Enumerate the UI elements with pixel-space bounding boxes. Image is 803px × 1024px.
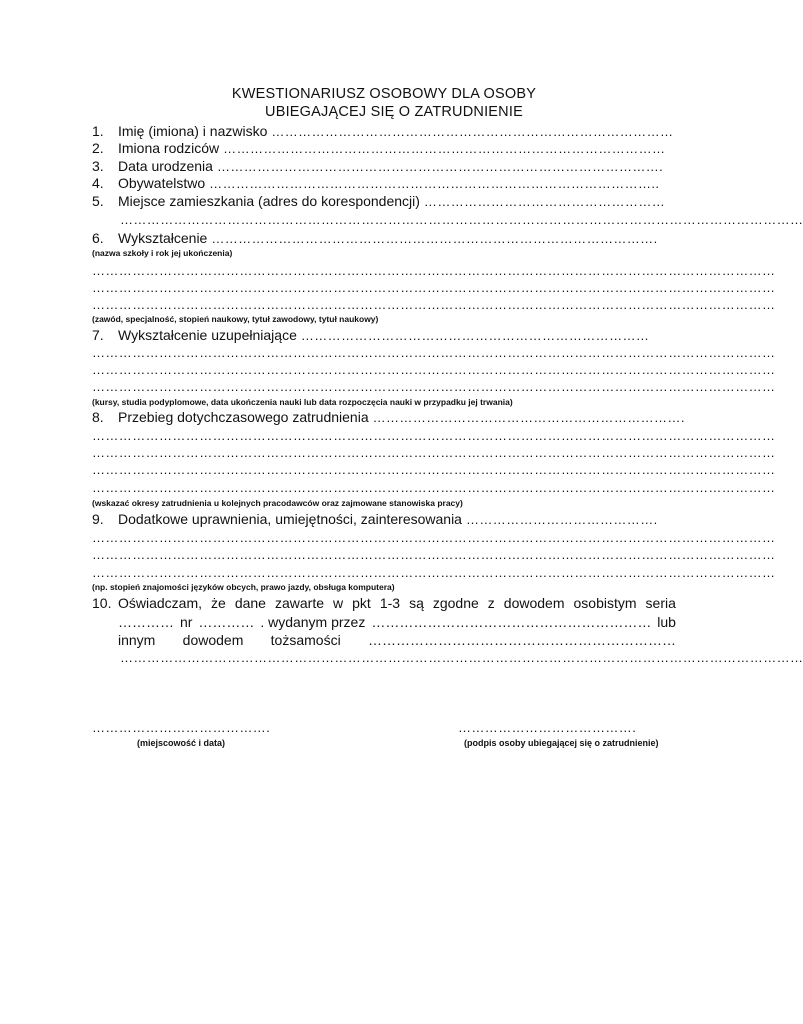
- words1-word: dane: [234, 595, 266, 611]
- fill-line[interactable]: ……………………………………………………………………………………….: [207, 231, 658, 246]
- line2-word[interactable]: …………: [198, 614, 255, 630]
- fill-line[interactable]: ………………………………………………………………………………………………………………………………………: [92, 565, 776, 580]
- line2-word: lub: [657, 614, 676, 630]
- words1-word: są: [409, 595, 424, 611]
- line3-word[interactable]: …………………………………………………………: [367, 632, 676, 648]
- item-number: 10.: [92, 595, 112, 611]
- fill-line[interactable]: ………………………………………………………………………………………: [219, 141, 666, 156]
- item-4-citizenship[interactable]: [92, 175, 676, 192]
- line3-word: tożsamości: [270, 632, 341, 648]
- item-number: 6.: [92, 230, 104, 246]
- fill-line[interactable]: …………………………………….: [461, 512, 658, 527]
- fill-line[interactable]: ………………………………………………………………………………………………………………………………………: [92, 428, 776, 443]
- item-9-additional-skills[interactable]: [92, 511, 676, 528]
- form-title: KWESTIONARIUSZ OSOBOWY DLA OSOBY: [231, 86, 537, 102]
- item-7-additional-education[interactable]: [92, 327, 676, 344]
- line3-word: innym: [118, 632, 156, 648]
- fill-line[interactable]: ………………………………………………………………………………………………………………………………………: [120, 212, 803, 227]
- fill-line[interactable]: ………………………………………………………………………………………………………………………………………: [92, 345, 776, 360]
- item-label: Imię (imiona) i nazwisko: [118, 123, 268, 139]
- words1-word: Oświadczam,: [118, 595, 203, 611]
- words1-word: z: [487, 595, 495, 611]
- fill-line[interactable]: ………………………………………………………………………………………………………………………………………: [92, 445, 776, 460]
- line2-word: nr: [179, 614, 193, 630]
- fill-line[interactable]: …………………………………………………………….: [368, 410, 685, 425]
- item-number: 8.: [92, 409, 104, 425]
- fill-line[interactable]: ………………………………………………………………………………………………………………………………………: [92, 547, 776, 562]
- words1-word: seria: [645, 595, 676, 611]
- line3-word: dowodem: [182, 632, 244, 648]
- item-label: Wykształcenie uzupełniające: [118, 327, 297, 343]
- note-courses: (kursy, studia podyplomowe, data ukończenia nauki lub data rozpoczęcia nauki w przypadku jej trwania): [92, 397, 513, 407]
- line2-word: . wydanym przez: [260, 614, 366, 630]
- item-label: Imiona rodziców: [118, 140, 220, 156]
- words1-word: zgodne: [432, 595, 479, 611]
- words1-word: pkt: [352, 595, 371, 611]
- fill-line[interactable]: ………………………………………………………………………………………………………………………………………: [120, 650, 803, 665]
- item-label: Data urodzenia: [118, 158, 213, 174]
- words1-word: w: [333, 595, 344, 611]
- declaration-line-1: [118, 595, 676, 612]
- fill-line[interactable]: ………………………………………………: [419, 194, 666, 209]
- words1-word: zawarte: [274, 595, 325, 611]
- caption-place-date: (miejscowość i data): [137, 738, 226, 748]
- item-1-full-name[interactable]: [92, 123, 676, 140]
- fill-line[interactable]: ………………………………………………………………………………: [267, 124, 674, 139]
- item-number: 5.: [92, 193, 104, 209]
- place-date-field[interactable]: ………………………………….: [92, 720, 271, 735]
- fill-line[interactable]: ………………………………………………………………………………………………………………………………………: [92, 362, 776, 377]
- fill-line[interactable]: ………………………………………………………………………………………………………………………………………: [92, 480, 776, 495]
- item-5-address[interactable]: [92, 193, 676, 210]
- item-label: Obywatelstwo: [118, 175, 206, 191]
- words1-word: 1-3: [379, 595, 401, 611]
- note-skills: (np. stopień znajomości języków obcych, prawo jazdy, obsługa komputera): [92, 582, 395, 592]
- fill-line[interactable]: ………………………………………………………………………………………………………………………………………: [92, 379, 776, 394]
- declaration-line-2[interactable]: [118, 613, 676, 631]
- fill-line[interactable]: ………………………………………………………………………………………..: [205, 176, 660, 191]
- signature-field[interactable]: ………………………………….: [458, 720, 637, 735]
- note-school: (nazwa szkoły i rok jej ukończenia): [92, 248, 233, 258]
- note-employment: (wskazać okresy zatrudnienia u kolejnych pracodawców oraz zajmowane stanowiska pracy): [92, 498, 463, 508]
- item-number: 3.: [92, 158, 104, 174]
- item-label: Przebieg dotychczasowego zatrudnienia: [118, 409, 369, 425]
- item-label: Wykształcenie: [118, 230, 208, 246]
- item-number: 9.: [92, 511, 104, 527]
- words1-word: osobistym: [573, 595, 637, 611]
- item-number: 1.: [92, 123, 104, 139]
- item-number: 4.: [92, 175, 104, 191]
- line2-word[interactable]: ……………………………………………………: [371, 614, 652, 630]
- form-subtitle: UBIEGAJĄCEJ SIĘ O ZATRUDNIENIE: [265, 104, 523, 120]
- fill-line[interactable]: ……………………………………………………………………: [296, 328, 650, 343]
- words1-word: że: [211, 595, 226, 611]
- fill-line[interactable]: ………………………………………………………………………………………………………………………………………: [92, 263, 776, 278]
- fill-line[interactable]: ………………………………………………………………………………………………………………………………………: [92, 297, 776, 312]
- item-6-education[interactable]: [92, 230, 676, 247]
- fill-line[interactable]: ………………………………………………………………………………………………………………………………………: [92, 280, 776, 295]
- words1-word: dowodem: [503, 595, 565, 611]
- fill-line[interactable]: ………………………………………………………………………………………………………………………………………: [92, 530, 776, 545]
- item-label: Miejsce zamieszkania (adres do korespondencji): [118, 193, 420, 209]
- fill-line[interactable]: ………………………………………………………………………………………………………………………………………: [92, 462, 776, 477]
- line2-word[interactable]: …………: [118, 614, 174, 630]
- item-3-birth-date[interactable]: [92, 158, 676, 175]
- note-profession: (zawód, specjalność, stopień naukowy, tytuł zawodowy, tytuł naukowy): [92, 314, 379, 324]
- item-2-parents-names[interactable]: [92, 140, 676, 157]
- item-10-declaration: [92, 595, 676, 612]
- item-8-employment-history[interactable]: [92, 409, 685, 426]
- item-number: 7.: [92, 327, 104, 343]
- item-number: 2.: [92, 140, 104, 156]
- fill-line[interactable]: ……………………………………………………………………………………….: [212, 159, 664, 174]
- caption-signature: (podpis osoby ubiegającej się o zatrudnienie): [464, 738, 659, 748]
- declaration-line-3[interactable]: [118, 631, 676, 649]
- item-label: Dodatkowe uprawnienia, umiejętności, zainteresowania: [118, 511, 462, 527]
